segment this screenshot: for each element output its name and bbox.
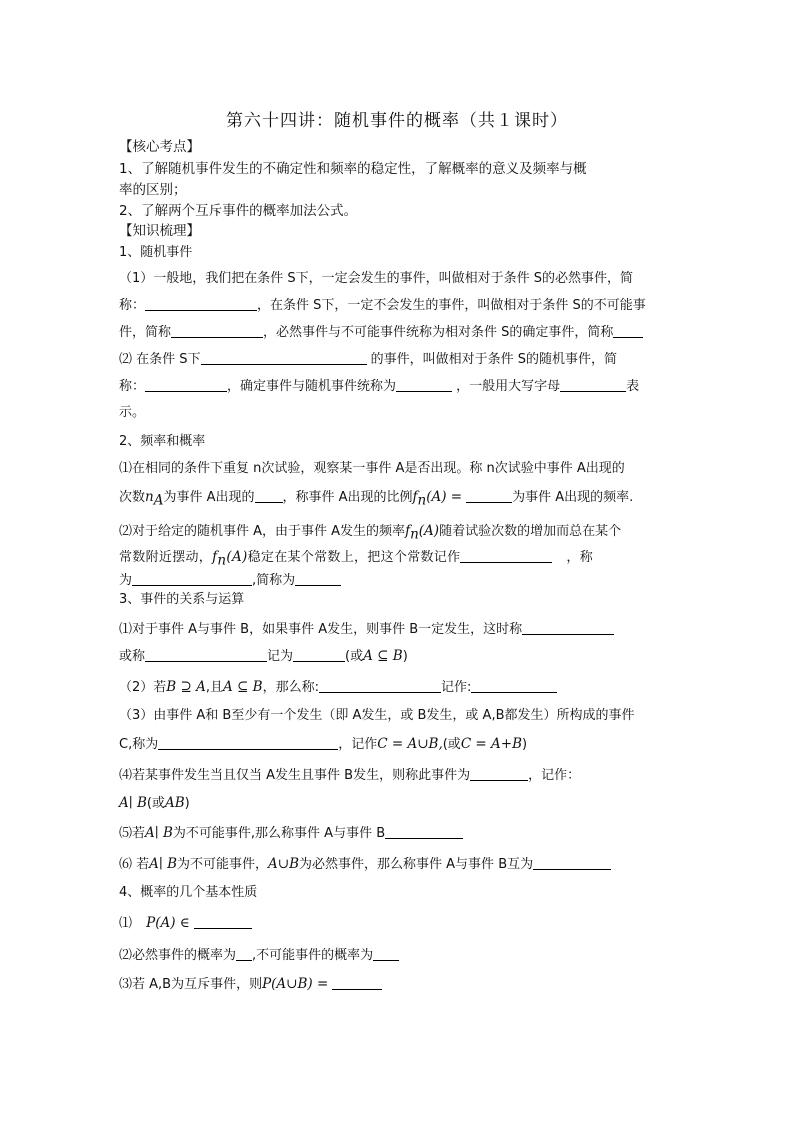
text: （2）若 <box>119 680 167 695</box>
text: 件，简称 <box>119 325 172 340</box>
text: 的事件，叫做相对于条件 S的随机事件，简 <box>366 352 618 367</box>
section-4-heading: 4、概率的几个基本性质 <box>119 885 258 900</box>
fill-blank[interactable] <box>236 946 252 961</box>
fill-blank[interactable] <box>255 488 283 503</box>
math-sub: n <box>417 492 427 509</box>
math-expr: A ⊆ B <box>363 648 403 664</box>
text: ) <box>522 737 528 752</box>
math-f: f <box>212 549 218 565</box>
knowledge-heading: 【知识梳理】 <box>119 223 200 239</box>
math-expr: P(A) ∈ <box>146 915 190 931</box>
s3-line-8 <box>119 824 463 843</box>
math-expr: B ⊇ A <box>166 679 206 695</box>
fill-blank[interactable] <box>132 571 252 586</box>
text: ⑴ <box>119 916 137 931</box>
text: ,不可能事件的概率为 <box>252 948 374 963</box>
math-expr: A∪B <box>268 856 300 872</box>
s4-line-2 <box>119 946 399 965</box>
math-f: f <box>405 523 411 539</box>
text: ⑸若 <box>119 826 146 841</box>
text: (或 <box>345 649 364 664</box>
s3-line-3 <box>119 678 557 697</box>
core-point-2: 2、了解两个互斥事件的概率加法公式。 <box>119 203 358 219</box>
text: ，在条件 S下，一定不会发生的事件，叫做相对于条件 S的不可能事 <box>257 298 646 313</box>
math-f: f <box>412 489 418 505</box>
fill-blank[interactable] <box>145 647 267 662</box>
text: ，记作： <box>528 768 581 783</box>
fill-blank[interactable] <box>373 946 399 961</box>
text: 为事件 A出现的 <box>163 490 255 505</box>
text: ，一般用大写字母 <box>452 379 561 394</box>
text: 随着试验次数的增加而总在某个 <box>439 524 622 539</box>
fill-blank[interactable] <box>194 914 252 929</box>
math-expr: A∣ B <box>145 825 173 841</box>
s1-line-3 <box>119 323 643 342</box>
s2-line-4 <box>119 548 593 570</box>
s2-line-5 <box>119 571 341 590</box>
fill-blank[interactable] <box>158 735 338 750</box>
core-point-1-cont: 率的区别； <box>119 182 187 198</box>
fill-blank[interactable] <box>613 323 643 338</box>
core-heading: 【核心考点】 <box>119 139 200 155</box>
text: 为必然事件，那么称事件 A与事件 B互为 <box>299 857 534 872</box>
text: 常数附近摆动， <box>119 550 213 565</box>
text: ⑹ 若 <box>119 857 150 872</box>
fill-blank[interactable] <box>145 377 227 392</box>
text: ，称 <box>566 550 594 565</box>
text: ⑷若某事件发生当且仅当 A发生且事件 B发生，则称此事件为 <box>119 768 471 783</box>
fill-blank[interactable] <box>396 377 452 392</box>
text: 稳定在某个常数上，把这个常数记作 <box>247 550 461 565</box>
fill-blank[interactable] <box>471 678 557 693</box>
text: 为 <box>119 573 133 588</box>
section-3-heading: 3、事件的关系与运算 <box>119 592 245 607</box>
s1-line-1: （1）一般地，我们把在条件 S下，一定会发生的事件，叫做相对于条件 S的必然事件，简 <box>119 271 634 286</box>
text: 记为 <box>267 649 294 664</box>
fill-blank[interactable] <box>385 824 463 839</box>
s1-line-4 <box>119 350 617 369</box>
s1-line-6: 示。 <box>119 405 146 420</box>
text: ⑵对于给定的随机事件 A，由于事件 A发生的频率 <box>119 524 406 539</box>
s2-line-2 <box>119 488 633 510</box>
fill-blank[interactable] <box>171 323 263 338</box>
math-sub: A <box>153 492 164 509</box>
text: ) <box>402 649 408 664</box>
math-expr: A∣ B <box>119 795 147 811</box>
math-sub: n <box>217 552 227 569</box>
fill-blank[interactable] <box>145 296 257 311</box>
text: 次数 <box>119 490 146 505</box>
math-expr: A ⊆ B <box>223 679 263 695</box>
s1-line-2 <box>119 296 646 315</box>
s3-line-4: （3）由事件 A和 B至少有一个发生（即 A发生，或 B发生，或 A,B都发生）所构成的事件 <box>119 708 635 723</box>
core-point-1: 1、了解随机事件发生的不确定性和频率的稳定性，了解概率的意义及频率与概 <box>119 161 587 177</box>
math-expr: (A) <box>418 523 440 539</box>
text: ⑵必然事件的概率为 <box>119 948 237 963</box>
fill-blank[interactable] <box>319 678 441 693</box>
fill-blank[interactable] <box>560 377 626 392</box>
text: 为事件 A出现的频率. <box>512 490 634 505</box>
fill-blank[interactable] <box>533 855 611 870</box>
s2-line-3 <box>119 522 621 544</box>
math-expr: A∣ B <box>149 856 178 872</box>
text: 表 <box>626 379 640 394</box>
text: (或 <box>442 737 461 752</box>
fill-blank[interactable] <box>522 620 614 635</box>
s4-line-3 <box>119 975 382 994</box>
text: ，称事件 A出现的比例 <box>282 490 413 505</box>
fill-blank[interactable] <box>201 350 367 365</box>
fill-blank[interactable] <box>295 571 341 586</box>
text: 记作: <box>440 680 472 695</box>
text: ，记作 <box>338 737 378 752</box>
text: ，确定事件与随机事件统称为 <box>227 379 397 394</box>
fill-blank[interactable] <box>332 975 382 990</box>
math-expr: P(A∪B) = <box>262 976 329 992</box>
s1-line-5 <box>119 377 639 396</box>
fill-blank[interactable] <box>293 647 345 662</box>
math-expr: (A) <box>226 549 248 565</box>
math-expr: (A) = <box>426 489 463 505</box>
s3-line-1 <box>119 620 614 639</box>
s3-line-5 <box>119 735 527 754</box>
math-expr: C = A∪B, <box>377 736 443 752</box>
text: ⑵ 在条件 S下 <box>119 352 201 367</box>
text: (或 <box>146 796 165 811</box>
page-title: 第六十四讲：随机事件的概率（共１课时） <box>226 111 568 131</box>
section-1-heading: 1、随机事件 <box>119 245 193 260</box>
text: ,且 <box>205 680 223 695</box>
text: 称： <box>119 379 146 394</box>
text: C,称为 <box>119 737 159 752</box>
fill-blank[interactable] <box>460 548 552 563</box>
text: ,简称为 <box>252 573 296 588</box>
text: 为不可能事件， <box>177 857 269 872</box>
s2-line-1: ⑴在相同的条件下重复 n次试验，观察某一事件 A是否出现。称 n次试验中事件 A出现的 <box>119 461 625 476</box>
math-expr: AB <box>164 795 185 811</box>
text: ⑶若 A,B为互斥事件，则 <box>119 977 263 992</box>
section-2-heading: 2、频率和概率 <box>119 434 206 449</box>
math-sub: n <box>410 526 419 543</box>
text: ) <box>184 796 190 811</box>
s3-line-2 <box>119 647 408 666</box>
math-expr: C = A+B <box>460 736 523 752</box>
text: 或称 <box>119 649 146 664</box>
text: ⑴对于事件 A与事件 B，如果事件 A发生，则事件 B一定发生，这时称 <box>119 622 523 637</box>
text: ，必然事件与不可能事件统称为相对条件 S的确定事件，简称 <box>263 325 614 340</box>
fill-blank[interactable] <box>466 488 512 503</box>
s3-line-6 <box>119 766 580 785</box>
s3-line-9 <box>119 855 611 874</box>
text: 为不可能事件,那么称事件 A与事件 B <box>172 826 386 841</box>
text: ，那么称: <box>262 680 319 695</box>
fill-blank[interactable] <box>470 766 528 781</box>
s4-line-1 <box>119 914 252 933</box>
s3-line-7 <box>119 794 190 813</box>
text: 称： <box>119 298 146 313</box>
math-n: n <box>145 489 154 505</box>
